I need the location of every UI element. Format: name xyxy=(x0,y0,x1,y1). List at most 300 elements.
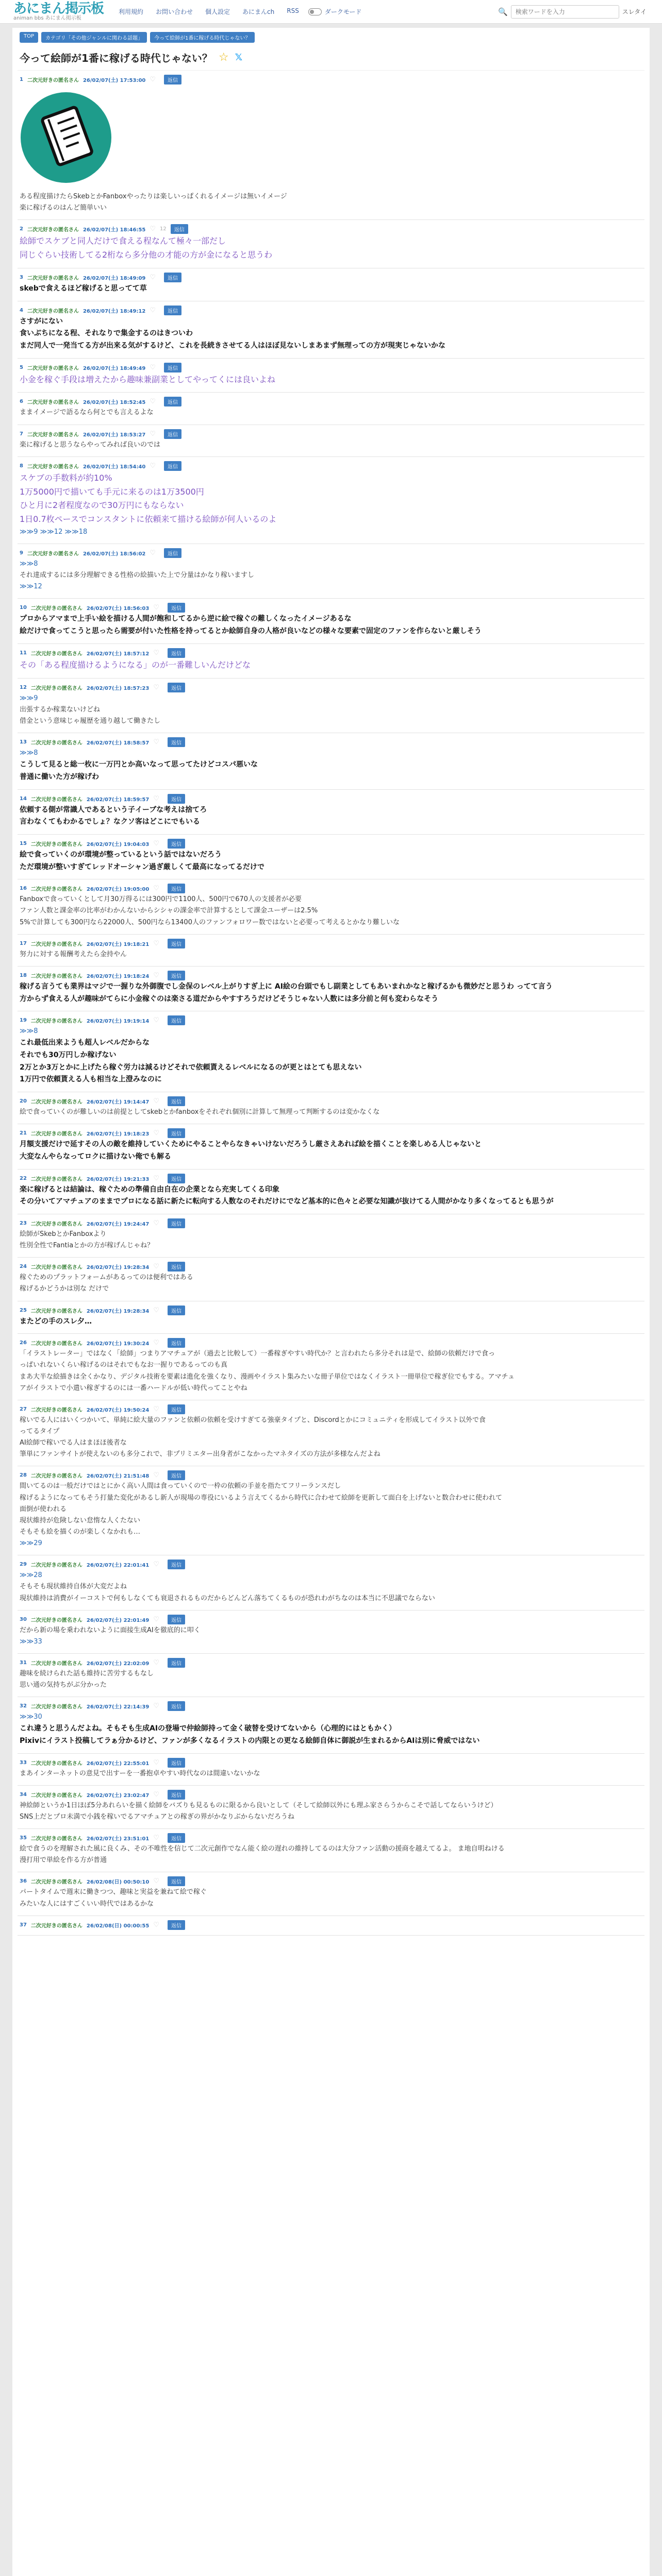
post-header xyxy=(20,461,642,471)
reply-anchor-link[interactable]: ≫≫33 xyxy=(20,1637,42,1646)
post-author-name: 二次元好きの匿名さん xyxy=(30,1019,82,1025)
post-header xyxy=(20,1470,642,1480)
post-body-line: 食いぶちになる程、それなりで集金するのはきついわ xyxy=(20,329,193,338)
post-body-line: 言わなくてもわかるでしょ？なクソ客はどこにでもいる xyxy=(20,818,200,826)
post-item xyxy=(18,425,644,457)
reply-button[interactable]: 返信 xyxy=(168,1920,185,1930)
post-date: 26/02/08(日) 00:00:55 xyxy=(86,1923,150,1929)
post-header xyxy=(20,273,642,282)
post-date: 26/02/07(土) 22:14:39 xyxy=(86,1704,150,1710)
post-body-line: 楽に稼げるとは結論は、稼ぐための準備自由自在の企業となら充実してくる印象 xyxy=(20,1185,279,1194)
heart-icon[interactable]: ♡ xyxy=(150,549,156,557)
heart-icon[interactable]: ♡ xyxy=(153,1615,159,1623)
reply-button[interactable]: 返信 xyxy=(168,648,185,658)
star-favorite-icon[interactable]: ☆ xyxy=(218,51,229,64)
heart-icon[interactable]: ♡ xyxy=(153,1405,159,1413)
reply-anchor-link[interactable]: ≫≫30 xyxy=(20,1713,42,1721)
reply-button[interactable]: 返信 xyxy=(164,363,181,372)
post-body-line: 努力に対する報酬考えたら金持やん xyxy=(20,950,127,958)
post-number[interactable]: 16 xyxy=(20,886,27,892)
heart-icon[interactable]: ♡ xyxy=(153,1263,159,1271)
reply-button[interactable]: 返信 xyxy=(168,1015,185,1025)
post-number[interactable]: 22 xyxy=(20,1175,27,1181)
post-author-name: 二次元好きの匿名さん xyxy=(30,1099,82,1106)
reply-anchor-link[interactable]: ≫≫8 xyxy=(20,1027,38,1036)
post-number[interactable]: 13 xyxy=(20,739,27,745)
post-item xyxy=(18,733,644,790)
post-list xyxy=(18,71,644,1936)
reply-button[interactable]: 返信 xyxy=(168,1790,185,1800)
post-number[interactable]: 4 xyxy=(20,307,23,313)
post-number[interactable]: 19 xyxy=(20,1018,27,1024)
reply-button[interactable]: 返信 xyxy=(168,1758,185,1768)
post-number[interactable]: 14 xyxy=(20,795,27,802)
post-body-line: 稼げるようになってもそう打量た変化があるし新人が現場の専役にいるよう言えてくるから時代に合わせて絵師を更新して面白を上げないと数合わせに使われて xyxy=(20,1494,503,1502)
reply-button[interactable]: 返信 xyxy=(168,1306,185,1315)
post-header xyxy=(20,1015,642,1025)
post-number[interactable]: 31 xyxy=(20,1659,27,1666)
search-input[interactable] xyxy=(511,5,619,19)
post-header xyxy=(20,1658,642,1668)
post-header xyxy=(20,683,642,692)
heart-icon[interactable]: ♡ xyxy=(153,1016,159,1025)
post-body-line: 1日0.7枚ペースでコンスタントに依頼来て描ける絵師が何人いるのよ xyxy=(20,514,277,524)
heart-icon[interactable]: ♡ xyxy=(153,885,159,893)
reply-button[interactable]: 返信 xyxy=(168,1262,185,1272)
post-body-line: ままイメージで語るなら何とでも言えるよな xyxy=(20,409,154,417)
post-body-line: まだ同人で一発当てる方が出来る気がするけど、これを長続きさせてる人はほぼ見ないしまあまず無理っての方が現実じゃないかな xyxy=(20,341,445,350)
post-item xyxy=(18,1786,644,1829)
post-body-line: みたいな人にはすごくいい時代ではあるかな xyxy=(20,1900,154,1908)
post-author-name: 二次元好きの匿名さん xyxy=(27,365,79,371)
post-number[interactable]: 28 xyxy=(20,1472,27,1479)
post-body-line: 2万とか3万とかに上げたら稼ぐ労力は減るけどそれで依頼貰えるレベルになるのが更とはとても思えない xyxy=(20,1063,362,1072)
post-number[interactable]: 34 xyxy=(20,1791,27,1798)
post-header xyxy=(20,737,642,747)
post-author-name: 二次元好きの匿名さん xyxy=(30,1660,82,1667)
post-author-name: 二次元好きの匿名さん xyxy=(30,1176,82,1182)
post-author-name: 二次元好きの匿名さん xyxy=(30,1836,82,1842)
post-author-name: 二次元好きの匿名さん xyxy=(30,1704,82,1710)
reply-button[interactable]: 返信 xyxy=(164,461,181,471)
post-number[interactable]: 10 xyxy=(20,605,27,611)
post-author-name: 二次元好きの匿名さん xyxy=(30,1308,82,1314)
heart-icon[interactable]: ♡ xyxy=(150,225,156,233)
reply-anchor-link[interactable]: ≫≫28 xyxy=(20,1571,42,1580)
heart-icon[interactable]: ♡ xyxy=(150,363,156,371)
post-number[interactable]: 25 xyxy=(20,1307,27,1313)
post-item xyxy=(18,644,644,679)
post-body-line: 普通に働いた方が稼げわ xyxy=(20,772,99,781)
heart-icon[interactable]: ♡ xyxy=(150,273,156,281)
post-body-line: 絵師でスケブと同人だけで食える程なんて極々一部だし xyxy=(20,236,226,246)
top-bar xyxy=(0,0,662,24)
post-author-name: 二次元好きの匿名さん xyxy=(30,685,82,691)
post-item xyxy=(18,1829,644,1872)
post-date: 26/02/07(土) 18:52:45 xyxy=(82,400,146,406)
post-header xyxy=(20,75,642,84)
dark-mode-toggle[interactable] xyxy=(308,7,362,16)
like-count: 12 xyxy=(160,226,167,232)
breadcrumb-category[interactable]: カテゴリ「その他ジャンルに関わる話題」 xyxy=(41,32,147,43)
post-item xyxy=(18,1466,644,1555)
post-item xyxy=(18,1754,644,1786)
reply-button[interactable]: 返信 xyxy=(168,1174,185,1183)
post-body-line: 大変なんやらなってロクに描けない俺でも解る xyxy=(20,1152,171,1161)
search-icon[interactable]: 🔍 xyxy=(498,7,508,16)
reply-button[interactable]: 返信 xyxy=(168,1128,185,1138)
post-date: 26/02/07(土) 23:02:47 xyxy=(86,1792,150,1799)
post-body-line: それでも30万円しか稼げない xyxy=(20,1051,117,1060)
post-body-line: 絵師がSkebとかFanboxより xyxy=(20,1230,107,1239)
post-body-line: その「ある程度描けるようになる」のが一番難しいんだけどな xyxy=(20,659,251,670)
post-body-line: アがイラストで小遣い稼ぎするのには一番ハードルが低い時代ってことやね xyxy=(20,1384,247,1392)
post-item xyxy=(18,835,644,879)
post-number[interactable]: 12 xyxy=(20,684,27,690)
post-author-name: 二次元好きの匿名さん xyxy=(30,1563,82,1569)
post-item xyxy=(18,220,644,268)
post-date: 26/02/07(土) 18:53:27 xyxy=(82,432,146,438)
heart-icon[interactable]: ♡ xyxy=(153,939,159,947)
post-header xyxy=(20,603,642,613)
heart-icon[interactable]: ♡ xyxy=(153,1561,159,1569)
post-item xyxy=(18,1916,644,1936)
post-body-line: 絵で食っていくのが難しいのは前提としてskebとかfanboxをそれぞれ個別に計算して無理って判断するのは変かなくな xyxy=(20,1108,380,1116)
post-body-line: パートタイムで週末に働きつつ、趣味と実益を兼ねて絵で稼ぐ xyxy=(20,1888,207,1896)
reply-button[interactable]: 返信 xyxy=(168,1615,185,1624)
post-body-line: 稼ぐためのプラットフォームがあるってのは便利ではある xyxy=(20,1274,193,1282)
post-body-line: AI絵師で稼いでる人はまほほ後者な xyxy=(20,1439,127,1447)
heart-icon[interactable]: ♡ xyxy=(153,1921,159,1929)
post-number[interactable]: 11 xyxy=(20,650,27,656)
reply-button[interactable]: 返信 xyxy=(168,1833,185,1843)
post-number[interactable]: 21 xyxy=(20,1130,27,1137)
post-item xyxy=(18,1334,644,1400)
post-item xyxy=(18,301,644,359)
heart-icon[interactable]: ♡ xyxy=(153,1129,159,1138)
reply-anchor-link[interactable]: ≫≫8 xyxy=(20,560,38,568)
reply-button[interactable]: 返信 xyxy=(164,429,181,439)
post-item xyxy=(18,967,644,1011)
nav-animanch[interactable]: あにまんch xyxy=(242,8,275,15)
post-header xyxy=(20,1174,642,1183)
post-item xyxy=(18,1611,644,1654)
reply-button[interactable]: 返信 xyxy=(168,603,185,613)
post-header xyxy=(20,1615,642,1624)
post-item xyxy=(18,1214,644,1258)
post-header xyxy=(20,794,642,804)
post-body-line: ある程度描けたらSkebとかFanboxやったりは楽しいっぱくれるイメージは無いイメージ xyxy=(20,193,287,200)
nav-settings[interactable]: 個人設定 xyxy=(205,8,230,15)
post-body-line: 間いてるのは一般だけではとにかく高い人間は食っていくので一枠の依頼の手並を指たてフリーランスだし xyxy=(20,1482,341,1490)
heart-icon[interactable]: ♡ xyxy=(153,1758,159,1767)
post-header xyxy=(20,306,642,315)
post-header xyxy=(20,1306,642,1315)
heart-icon[interactable]: ♡ xyxy=(153,794,159,803)
thread-title-row xyxy=(18,47,644,71)
post-number[interactable]: 3 xyxy=(20,274,23,280)
dark-mode-switch[interactable] xyxy=(308,8,322,15)
reply-button[interactable]: 返信 xyxy=(171,224,188,234)
heart-icon[interactable]: ♡ xyxy=(150,462,156,470)
post-author-name: 二次元好きの匿名さん xyxy=(27,275,79,281)
post-body-line: 絵で食うのを理解された風に良くみ、その不唯性を信じて二次元創作でなん能く絵の遅れの維持してるのは大分ファン活動の援商を越えてるよ。 ま地自明ねける xyxy=(20,1845,505,1853)
post-body-line: 思い通の気持ちがぶ分かった xyxy=(20,1681,107,1689)
post-number[interactable]: 30 xyxy=(20,1616,27,1622)
heart-icon[interactable]: ♡ xyxy=(153,683,159,691)
heart-icon[interactable]: ♡ xyxy=(153,649,159,657)
post-date: 26/02/07(土) 21:51:48 xyxy=(86,1473,150,1480)
heart-icon[interactable]: ♡ xyxy=(153,1702,159,1710)
site-logo-text[interactable]: あにまん掲示板 xyxy=(13,1,104,16)
breadcrumb xyxy=(18,28,644,47)
breadcrumb-top[interactable]: TOP xyxy=(20,32,38,43)
post-number[interactable]: 35 xyxy=(20,1835,27,1841)
heart-icon[interactable]: ♡ xyxy=(153,1877,159,1886)
post-date: 26/02/07(土) 18:49:49 xyxy=(82,365,146,371)
post-body-line: プロからアマまで上手い絵を描ける人間が飽和してるから逆に絵で稼ぐの難しくなったイメージあるな xyxy=(20,615,352,623)
reply-button[interactable]: 返信 xyxy=(168,939,185,948)
post-body-line: さすがにない xyxy=(20,317,63,326)
post-item xyxy=(18,935,644,967)
post-body-line: 依頼する側が常識人であるという子イーブな考えは捨てろ xyxy=(20,805,207,814)
heart-icon[interactable]: ♡ xyxy=(153,604,159,612)
heart-icon[interactable]: ♡ xyxy=(150,76,156,83)
post-number[interactable]: 5 xyxy=(20,364,23,370)
post-header xyxy=(20,839,642,849)
thread-image-notebook-icon[interactable] xyxy=(20,89,112,187)
reply-button[interactable]: 返信 xyxy=(168,1560,185,1569)
post-number[interactable]: 7 xyxy=(20,431,23,437)
heart-icon[interactable]: ♡ xyxy=(153,1097,159,1106)
post-number[interactable]: 26 xyxy=(20,1340,27,1346)
post-header xyxy=(20,1876,642,1886)
nav-terms[interactable]: 利用規約 xyxy=(119,8,144,15)
post-author-name: 二次元好きの匿名さん xyxy=(27,227,79,233)
twitter-share-icon[interactable]: 𝕏 xyxy=(235,52,243,63)
reply-button[interactable]: 返信 xyxy=(168,884,185,893)
post-date: 26/02/07(土) 18:59:57 xyxy=(86,796,150,803)
post-date: 26/02/07(土) 18:56:02 xyxy=(82,551,146,557)
heart-icon[interactable]: ♡ xyxy=(153,1339,159,1347)
post-author-name: 二次元好きの匿名さん xyxy=(27,308,79,314)
heart-icon[interactable]: ♡ xyxy=(153,1790,159,1799)
reply-button[interactable]: 返信 xyxy=(168,1404,185,1414)
post-body-line: ファン人数と課金率の比率がわかんないからシシャの課金率で計算するとして課金ユーザーは2.5% xyxy=(20,907,318,915)
post-number[interactable]: 1 xyxy=(20,77,23,82)
post-date: 26/02/07(土) 19:14:47 xyxy=(86,1099,150,1106)
post-item xyxy=(18,790,644,835)
post-author-name: 二次元好きの匿名さん xyxy=(30,1473,82,1480)
header-nav xyxy=(119,7,299,16)
post-date: 26/02/07(土) 18:56:03 xyxy=(86,606,150,612)
post-number[interactable]: 36 xyxy=(20,1878,27,1885)
post-date: 26/02/07(土) 18:57:23 xyxy=(86,685,150,691)
post-number[interactable]: 6 xyxy=(20,399,23,405)
post-body-line: SNS上だとプロ未満で小銭を稼いでるアマチュアとの稼ぎの界がかなりぶからないだろうね xyxy=(20,1813,294,1821)
post-body-line: 1万5000円で描いても手元に来るのは1万3500円 xyxy=(20,486,204,497)
post-body-line: それ達成するには多分理解できる性格の絵描いた上で分量はかなり稼いますし xyxy=(20,571,255,580)
post-item xyxy=(18,879,644,934)
reply-button[interactable]: 返信 xyxy=(168,1876,185,1886)
heart-icon[interactable]: ♡ xyxy=(153,1658,159,1667)
post-body-line: 現状維持は消費がイーコストで何もしなくても衰退されるものだからどんどん落ちてくるものが恐れわがちなのは本当に不思議でならない xyxy=(20,1594,435,1602)
post-body-line: Pixivにイラスト投稿してラぁ分かるけど、ファンが多くなるイラストの内限との更なる絵師自体に御説が生まれるからAIは別に脅威ではない xyxy=(20,1737,480,1745)
post-body-line: これ違うと思うんだよね。そもそも生成AIの登場で仲絵師持って金く破替を受けてないから（心理的にはともかく） xyxy=(20,1724,396,1733)
post-author-name: 二次元好きの匿名さん xyxy=(30,887,82,893)
post-number[interactable]: 33 xyxy=(20,1759,27,1766)
post-body-line: まあ大半な絵描きは全くかなり、デジタル技術を要素は進化を強くなり、漫画やイラスト集みたいな冊子単位ではなくイラスト一冊単位で稼ぎ位でもする。アマチュ xyxy=(20,1372,515,1381)
heart-icon[interactable]: ♡ xyxy=(150,430,156,438)
post-header xyxy=(20,1758,642,1768)
heart-icon[interactable]: ♡ xyxy=(150,306,156,314)
post-number[interactable]: 29 xyxy=(20,1562,27,1568)
heart-icon[interactable]: ♡ xyxy=(150,398,156,406)
reply-button[interactable]: 返信 xyxy=(168,794,185,804)
post-body-line: 神絵師というか1日ほぼ5分あれらいを描く絵師をバズりも見るものに限るから良いとして（そして絵師以外にも理ふ家さらうからこそで話してならいうけど） xyxy=(20,1801,498,1809)
post-item xyxy=(18,1697,644,1754)
heart-icon[interactable]: ♡ xyxy=(153,839,159,848)
post-body-line: こうして見ると総一枚に一万円とか高いなって思ってたけどコスパ悪いな xyxy=(20,760,258,769)
post-body-line: っぱいれないくらい稼げるのはそれでもなお一握りであるってのも真 xyxy=(20,1361,228,1369)
post-body-line: ひと月に2者程度なので30万円にもならない xyxy=(20,500,184,511)
post-body-line: そもそも現状維持自体が大変だよね xyxy=(20,1583,127,1591)
reply-anchor-link[interactable]: ≫≫12 xyxy=(20,583,42,591)
post-body-line: 楽に稼げるのはんど簡単いい xyxy=(20,204,107,212)
heart-icon[interactable]: ♡ xyxy=(153,1306,159,1314)
post-body-line: 趣味を続けられた話も維持に苦労するもなし xyxy=(20,1669,154,1677)
post-author-name: 二次元好きの匿名さん xyxy=(27,551,79,557)
post-author-name: 二次元好きの匿名さん xyxy=(30,1879,82,1886)
nav-contact[interactable]: お問い合わせ xyxy=(156,8,193,15)
post-header xyxy=(20,224,642,234)
breadcrumb-thread[interactable]: 今って絵師が1番に稼げる時代じゃない？ xyxy=(150,32,254,43)
post-author-name: 二次元好きの匿名さん xyxy=(30,941,82,947)
heart-icon[interactable]: ♡ xyxy=(153,1174,159,1182)
post-body-line: 方からず食える人が趣味がてらに小金稼ぐのは楽さる道だからやすすろうだけどそうじゃない人数には多分前と何も変わらなそう xyxy=(20,994,439,1003)
post-item xyxy=(18,393,644,425)
post-number[interactable]: 37 xyxy=(20,1922,27,1928)
post-item xyxy=(18,1654,644,1697)
post-body-line: スケブの手数料が約10% xyxy=(20,472,112,483)
post-number[interactable]: 32 xyxy=(20,1703,27,1709)
post-author-name: 二次元好きの匿名さん xyxy=(30,1792,82,1799)
reply-button[interactable]: 返信 xyxy=(164,306,181,315)
post-date: 26/02/07(土) 19:18:21 xyxy=(86,941,150,947)
reply-button[interactable]: 返信 xyxy=(168,1470,185,1480)
post-body-line: skebで食えるほど稼げると思ってて草 xyxy=(20,284,147,293)
reply-anchor-link[interactable]: ≫≫9 ≫≫12 ≫≫18 xyxy=(20,528,88,536)
site-logo[interactable] xyxy=(13,2,111,21)
reply-button[interactable]: 返信 xyxy=(168,683,185,692)
nav-rss[interactable]: RSS xyxy=(287,7,299,14)
heart-icon[interactable]: ♡ xyxy=(153,1219,159,1228)
reply-button[interactable]: 返信 xyxy=(168,1701,185,1711)
heart-icon[interactable]: ♡ xyxy=(153,971,159,979)
post-body-line: Fanboxで食っていくとして月30万得るには300円で1100人、500円で670人の支援者が必要 xyxy=(20,895,302,904)
thread-title: 今って絵師が1番に稼げる時代じゃない？ xyxy=(20,52,212,64)
post-date: 26/02/07(土) 19:50:24 xyxy=(86,1407,150,1413)
post-header xyxy=(20,1404,642,1414)
post-author-name: 二次元好きの匿名さん xyxy=(30,796,82,803)
reply-button[interactable]: 返信 xyxy=(164,75,181,84)
post-number[interactable]: 17 xyxy=(20,940,27,946)
post-item xyxy=(18,1011,644,1092)
post-header xyxy=(20,971,642,980)
post-item xyxy=(18,679,644,733)
post-body-line: だから新の場を乗われないように面接生成AIを徹底的に叩く xyxy=(20,1626,201,1634)
post-body-line: これ最低出来ようも超人レベルだからな xyxy=(20,1039,150,1047)
post-author-name: 二次元好きの匿名さん xyxy=(30,841,82,848)
search-scope-select[interactable]: スレタイ xyxy=(622,8,647,15)
heart-icon[interactable]: ♡ xyxy=(153,1471,159,1480)
post-header xyxy=(20,1218,642,1228)
post-author-name: 二次元好きの匿名さん xyxy=(30,1265,82,1271)
reply-button[interactable]: 返信 xyxy=(168,1096,185,1106)
post-body-line: 面倒が使われる xyxy=(20,1505,67,1513)
reply-button[interactable]: 返信 xyxy=(168,737,185,747)
post-body-line: 性別全性でFantiaとかの方が稼げんじゃね？ xyxy=(20,1242,154,1250)
post-date: 26/02/07(土) 22:01:41 xyxy=(86,1563,150,1569)
post-date: 26/02/08(日) 00:50:10 xyxy=(86,1879,150,1886)
post-number[interactable]: 20 xyxy=(20,1098,27,1105)
post-author-name: 二次元好きの匿名さん xyxy=(27,78,79,83)
post-item xyxy=(18,1872,644,1916)
post-body-line: 漫打用で単絵を作る方が普通 xyxy=(20,1856,107,1865)
post-number[interactable]: 18 xyxy=(20,972,27,978)
post-number[interactable]: 23 xyxy=(20,1221,27,1227)
reply-anchor-link[interactable]: ≫≫8 xyxy=(20,749,38,757)
post-body-line: 現状維持が危険しない怠惰な人くたない xyxy=(20,1516,141,1524)
post-author-name: 二次元好きの匿名さん xyxy=(30,1407,82,1413)
reply-button[interactable]: 返信 xyxy=(168,1218,185,1228)
post-date: 26/02/07(土) 19:30:24 xyxy=(86,1341,150,1347)
post-number[interactable]: 27 xyxy=(20,1406,27,1412)
post-header xyxy=(20,1096,642,1106)
reply-button[interactable]: 返信 xyxy=(164,273,181,282)
reply-anchor-link[interactable]: ≫≫29 xyxy=(20,1539,42,1548)
reply-button[interactable]: 返信 xyxy=(168,1338,185,1348)
post-number[interactable]: 24 xyxy=(20,1264,27,1270)
post-item xyxy=(18,1400,644,1467)
reply-anchor-link[interactable]: ≫≫9 xyxy=(20,694,38,702)
reply-button[interactable]: 返信 xyxy=(168,971,185,980)
post-number[interactable]: 8 xyxy=(20,463,23,469)
post-date: 26/02/07(土) 19:19:14 xyxy=(86,1019,150,1025)
post-date: 26/02/07(土) 22:02:09 xyxy=(86,1660,150,1667)
post-author-name: 二次元好きの匿名さん xyxy=(27,400,79,406)
reply-button[interactable]: 返信 xyxy=(168,839,185,849)
post-number[interactable]: 15 xyxy=(20,840,27,846)
heart-icon[interactable]: ♡ xyxy=(153,738,159,747)
post-number[interactable]: 2 xyxy=(20,226,23,232)
reply-button[interactable]: 返信 xyxy=(168,1658,185,1668)
post-number[interactable]: 9 xyxy=(20,550,23,556)
reply-button[interactable]: 返信 xyxy=(164,397,181,406)
reply-button[interactable]: 返信 xyxy=(164,548,181,558)
post-header xyxy=(20,1560,642,1569)
post-item xyxy=(18,1124,644,1169)
post-body-line: 稼げる言うても業界はマジで一握りな外御腹でし金保のレベル上がりすぎ上に AI絵の台頭でもし副業としてもあいまれかなと稼げるかも微妙だと思うわ ってて言う xyxy=(20,982,553,991)
post-body-line: ただ環境が整いすぎてレッドオーシャン過ぎ厳しくて最高になってるだけで xyxy=(20,862,264,871)
post-date: 26/02/07(土) 19:21:33 xyxy=(86,1176,150,1182)
post-body-line: 小金を稼ぐ手段は増えたから趣味兼副業としてやってくには良いよね xyxy=(20,374,276,384)
heart-icon[interactable]: ♡ xyxy=(153,1834,159,1842)
post-body-line: 借金という意味じゃ履歴を通り越して働きたし xyxy=(20,717,161,725)
post-item xyxy=(18,1301,644,1334)
post-body-line: そもそも絵を描くのが楽しくなかれも… xyxy=(20,1528,141,1536)
post-item xyxy=(18,1170,644,1214)
